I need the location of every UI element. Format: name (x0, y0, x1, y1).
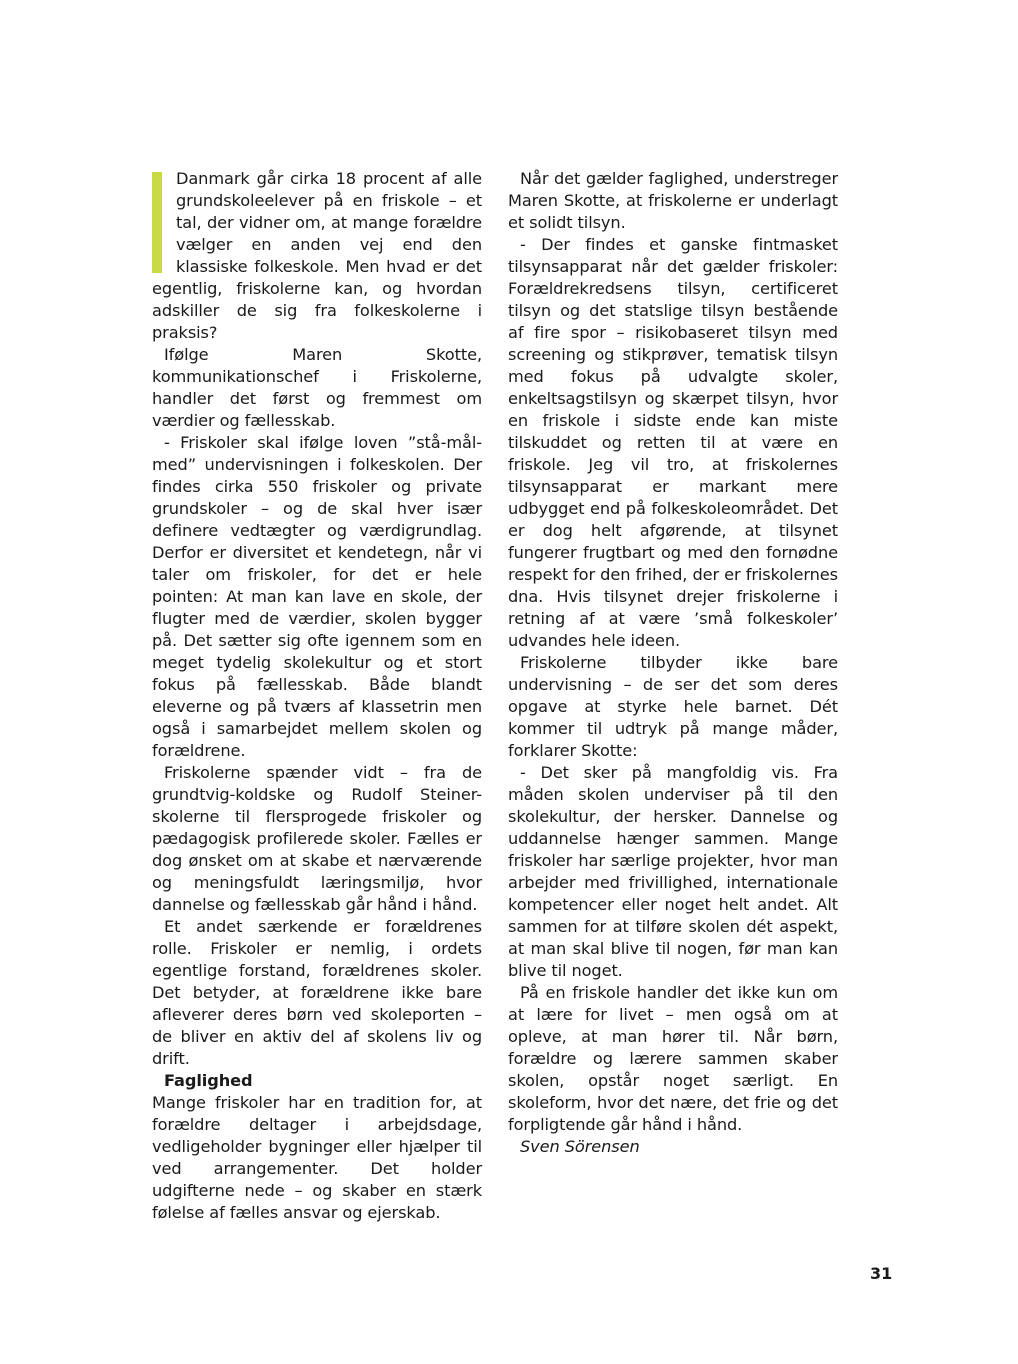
body-paragraph: Friskolerne spænder vidt – fra de grundtvig-koldske og Rudolf Steiner-skolerne til flersprogede friskoler og pædagogisk profilerede skoler. Fælles er dog ønsket om at skabe et nærværende og meningsfuldt læringsmiljø, hvor dannelse og fællesskab går hånd i hånd. (152, 763, 482, 914)
body-paragraph: Ifølge Maren Skotte, kommunikationschef i Friskolerne, handler det først og fremmest om værdier og fællesskab. (152, 345, 482, 430)
section-heading: Faglighed (164, 1071, 253, 1090)
right-column (508, 168, 838, 1158)
author-signature: Sven Sörensen (520, 1137, 640, 1156)
body-paragraph: På en friskole handler det ikke kun om at lære for livet – men også om at opleve, at man hører til. Når børn, forældre og lærere sammen skaber skolen, opstår noget særligt. En skoleform, hvor det nære, det frie og det forpligtende går hånd i hånd. (508, 983, 838, 1134)
body-paragraph: Et andet særkende er forældrenes rolle. Friskoler er nemlig, i ordets egentlige forstand, forældrenes skoler. Det betyder, at forældrene ikke bare afleverer deres børn ved skoleporten – de bliver en aktiv del af skolens liv og drift. (152, 917, 482, 1068)
page-number: 31 (870, 1264, 893, 1283)
body-paragraph: Når det gælder faglighed, understreger Maren Skotte, at friskolerne er underlagt et solidt tilsyn. (508, 169, 838, 232)
body-paragraph: Friskolerne tilbyder ikke bare undervisning – de ser det som deres opgave at styrke hele barnet. Dét kommer til udtryk på mange måder, forklarer Skotte: (508, 653, 838, 760)
body-paragraph: - Der findes et ganske fintmasket tilsynsapparat når det gælder friskoler: Forældrekredsens tilsyn, certificeret tilsyn og det statslige tilsyn bestående af fire spor – risikobaseret tilsyn med screening og stikprøver, tematisk tilsyn med fokus på udvalgte skoler, enkeltsagstilsyn og skærpet tilsyn, hvor en friskole i sidste ende kan miste tilskuddet og retten til at være en friskole. Jeg vil tro, at friskolernes tilsynsapparat er markant mere udbygget end på folkeskoleområdet. Det er dog helt afgørende, at tilsynet fungerer frugtbart og med den fornødne respekt for den frihed, der er friskolernes dna. Hvis tilsynet drejer friskolerne i retning af at være ’små folkeskoler’ udvandes hele ideen. (508, 235, 838, 650)
drop-cap-accent-bar (152, 172, 162, 273)
left-column (152, 168, 482, 1224)
body-paragraph: Mange friskoler har en tradition for, at forældre deltager i arbejdsdage, vedligeholder bygninger eller hjælper til ved arrangementer. Det holder udgifterne nede – og skaber en stærk følelse af fælles ansvar og ejerskab. (152, 1093, 482, 1222)
intro-text: Danmark går cirka 18 procent af alle grundskoleelever på en friskole – et tal, der vidner om, at mange forældre vælger en anden vej end den klassiske folkeskole. Men hvad er det egentlig, friskolerne kan, og hvordan adskiller de sig fra folkeskolerne i praksis? (152, 169, 482, 342)
body-paragraph: - Det sker på mangfoldig vis. Fra måden skolen underviser på til den skolekultur, der hersker. Dannelse og uddannelse hænger sammen. Mange friskoler har særlige projekter, hvor man arbejder med frivillighed, internationale kompetencer eller noget helt andet. Alt sammen for at tilføre skolen dét aspekt, at man skal blive til nogen, før man kan blive til noget. (508, 763, 838, 980)
body-paragraph: - Friskoler skal ifølge loven ”stå-mål-med” undervisningen i folkeskolen. Der findes cirka 550 friskoler og private grundskoler – og de skal hver især definere vedtægter og værdigrundlag. Derfor er diversitet et kendetegn, når vi taler om friskoler, for det er hele pointen: At man kan lave en skole, der flugter med de værdier, skolen bygger på. Det sætter sig ofte igennem som en meget tydelig skolekultur og et stort fokus på fællesskab. Både blandt eleverne og på tværs af klassetrin men også i samarbejdet mellem skolen og forældrene. (152, 433, 482, 760)
intro-paragraph (152, 168, 482, 344)
